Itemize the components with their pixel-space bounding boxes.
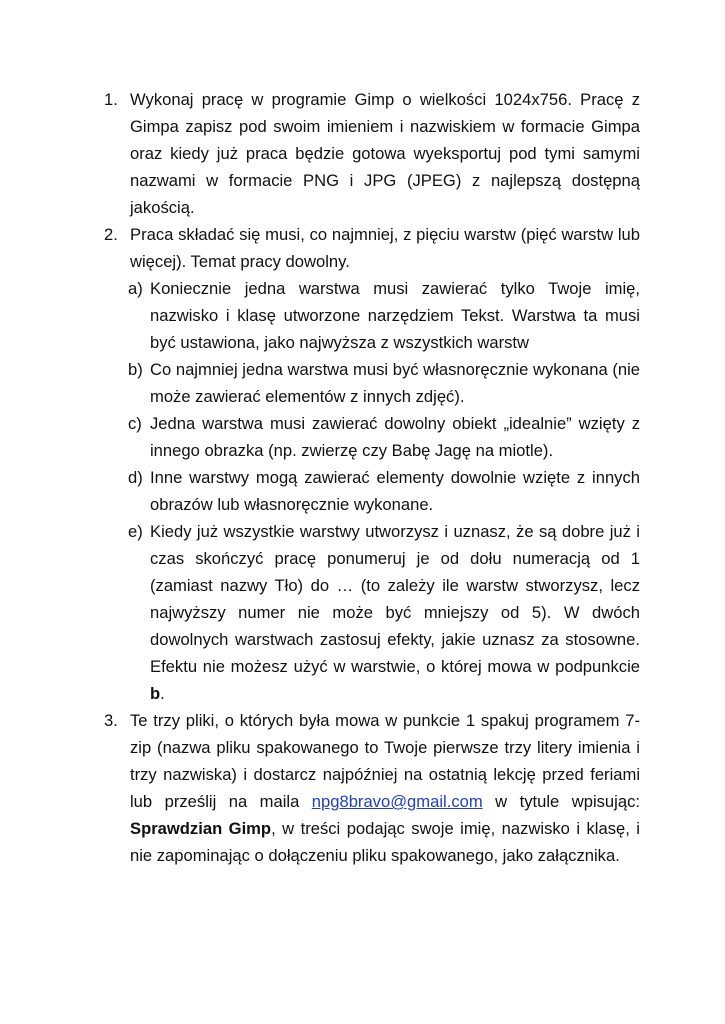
list-item-2: [104, 221, 640, 707]
sub-item-b: [128, 356, 640, 410]
sub-item-bold-ref: b: [150, 684, 161, 703]
email-link[interactable]: npg8bravo@gmail.com: [311, 792, 483, 811]
item-text: Te trzy pliki, o których była mowa w punkcie 1 spakuj programem 7-zip (nazwa pliku spakowanego to Twoje pierwsze trzy litery imienia i trzy nazwiska) i dostarcz najpóźniej na ostatnią lekcję przed feriami lub prześlij na maila: [130, 711, 640, 811]
sub-item-e: [128, 518, 640, 707]
sub-list: [128, 275, 640, 707]
sub-item-d: [128, 464, 640, 518]
sub-item-letter: c): [128, 414, 142, 433]
sub-item-letter: d): [128, 468, 143, 487]
item-text: Wykonaj pracę w programie Gimp o wielkości 1024x756. Pracę z Gimpa zapisz pod swoim imieniem i nazwiskiem w formacie Gimpa oraz kiedy już praca będzie gotowa wyeksportuj pod tymi samymi nazwami w formacie PNG i JPG (JPEG) z najlepszą dostępną jakością.: [130, 90, 640, 217]
sub-item-text: Kiedy już wszystkie warstwy utworzysz i uznasz, że są dobre już i czas skończyć pracę ponumeruj je od dołu numeracją od 1 (zamiast nazwy Tło) do … (to zależy ile warstw stworzysz, lecz najwyższy numer nie może być mniejszy od 5). W dwóch dowolnych warstwach zastosuj efekty, jakie uznasz za stosowne. Efektu nie możesz użyć w warstwie, o której mowa w podpunkcie: [150, 522, 640, 676]
sub-item-text: Inne warstwy mogą zawierać elementy dowolnie wzięte z innych obrazów lub własnoręcznie wykonane.: [150, 468, 640, 514]
instructions-list: [104, 86, 640, 869]
sub-item-a: [128, 275, 640, 356]
item-text: Praca składać się musi, co najmniej, z pięciu warstw (pięć warstw lub więcej). Temat pracy dowolny.: [130, 225, 640, 271]
list-item-1: [104, 86, 640, 221]
sub-item-c: [128, 410, 640, 464]
sub-item-text-end: .: [160, 684, 165, 703]
sub-item-text: Co najmniej jedna warstwa musi być własnoręcznie wykonana (nie może zawierać elementów z innych zdjęć).: [150, 360, 640, 406]
sub-item-letter: e): [128, 522, 143, 541]
sub-item-letter: b): [128, 360, 143, 379]
email-subject: Sprawdzian Gimp: [130, 819, 272, 838]
sub-item-letter: a): [128, 279, 143, 298]
item-text-end: , w treści podając swoje imię, nazwisko i klasę, i nie zapominając o dołączeniu pliku spakowanego, jako załącznika.: [130, 819, 640, 865]
item-number: 3.: [104, 711, 118, 730]
sub-item-text: Koniecznie jedna warstwa musi zawierać tylko Twoje imię, nazwisko i klasę utworzone narzędziem Tekst. Warstwa ta musi być ustawiona, jako najwyższa z wszystkich warstw: [150, 279, 640, 352]
item-number: 1.: [104, 90, 118, 109]
list-item-3: [104, 707, 640, 869]
item-number: 2.: [104, 225, 118, 244]
sub-item-text: Jedna warstwa musi zawierać dowolny obiekt „idealnie” wzięty z innego obrazka (np. zwierzę czy Babę Jagę na miotle).: [150, 414, 640, 460]
item-text-mid: w tytule wpisując:: [482, 792, 640, 811]
